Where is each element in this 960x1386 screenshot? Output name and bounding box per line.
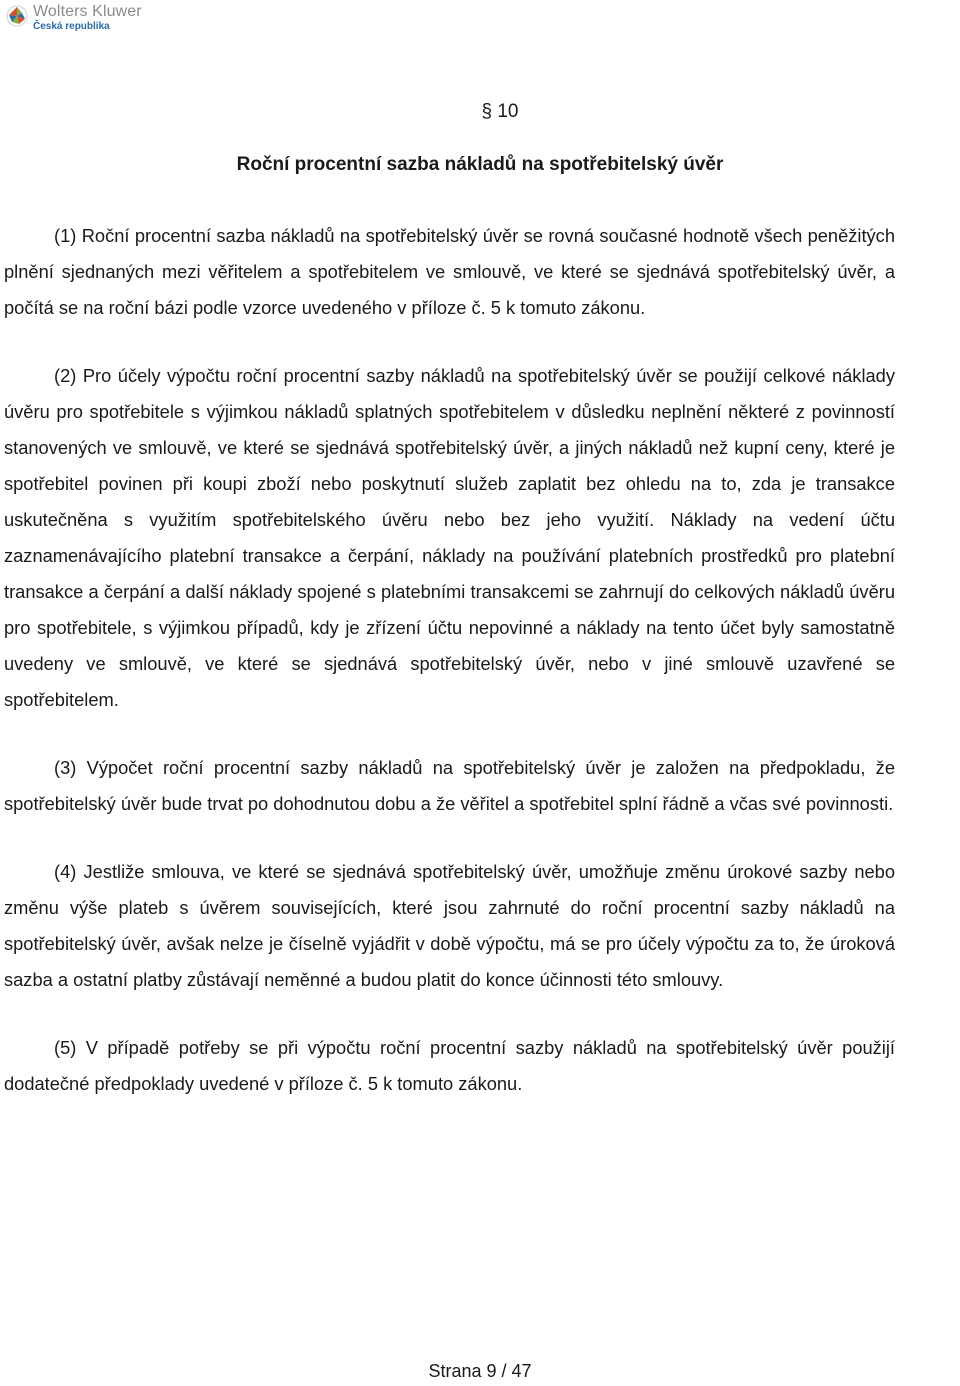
- page-number: Strana 9 / 47: [428, 1361, 532, 1381]
- paragraph-1: (1) Roční procentní sazba nákladů na spotřebitelský úvěr se rovná současné hodnotě všech peněžitých plnění sjednaných mezi věřitelem a spotřebitelem ve smlouvě, ve které se sjednává spotřebitelský úvěr, a počítá se na roční bázi podle vzorce uvedeného v příloze č. 5 k tomuto zákonu.: [4, 225, 895, 318]
- paragraph-3: (3) Výpočet roční procentní sazby nákladů na spotřebitelský úvěr je založen na předpokladu, že spotřebitelský úvěr bude trvat po dohodnutou dobu a že věřitel a spotřebitel splní řádně a včas své povinnosti.: [4, 757, 895, 814]
- paragraph-2: (2) Pro účely výpočtu roční procentní sazby nákladů na spotřebitelský úvěr se použijí celkové náklady úvěru pro spotřebitele s výjimkou nákladů splatných spotřebitelem v důsledku neplnění některé z povinností stanovených ve smlouvě, ve které se sjednává spotřebitelský úvěr, a jiných nákladů než kupní ceny, které je spotřebitel povinen při koupi zboží nebo poskytnutí služeb zaplatit bez ohledu na to, zda je transakce uskutečněna s využitím spotřebitelského úvěru nebo bez jeho využití. Náklady na vedení účtu zaznamenávajícího platební transakce a čerpání, náklady na používání platebních prostředků pro platební transakce a čerpání a další náklady spojené s platebními transakcemi se zahrnují do celkových nákladů úvěru pro spotřebitele, s výjimkou případů, kdy je zřízení účtu nepovinné a náklady na tento účet byly samostatně uvedeny ve smlouvě, ve které se sjednává spotřebitelský úvěr, nebo v jiné smlouvě uzavřené se spotřebitelem.: [4, 365, 895, 710]
- paragraph-5: (5) V případě potřeby se při výpočtu roční procentní sazby nákladů na spotřebitelský úvěr použijí dodatečné předpoklady uvedené v příloze č. 5 k tomuto zákonu.: [4, 1037, 895, 1094]
- document-body: [4, 218, 895, 1134]
- section-number: § 10: [481, 101, 519, 122]
- paragraph-4: (4) Jestliže smlouva, ve které se sjednává spotřebitelský úvěr, umožňuje změnu úrokové sazby nebo změnu výše plateb s úvěrem souvisejících, které jsou zahrnuté do roční procentní sazby nákladů na spotřebitelský úvěr, avšak nelze je číselně vyjádřit v době výpočtu, má se pro účely výpočtu za to, že úroková sazba a ostatní platby zůstávají neměnné a budou platit do konce účinnosti této smlouvy.: [4, 861, 895, 990]
- wolters-kluwer-logo-icon: [6, 5, 28, 27]
- section-title: Roční procentní sazba nákladů na spotřebitelský úvěr: [236, 154, 724, 175]
- publisher-logo: [6, 4, 142, 32]
- logo-name: Wolters Kluwer: [33, 3, 142, 20]
- logo-subtitle: Česká republika: [33, 21, 110, 32]
